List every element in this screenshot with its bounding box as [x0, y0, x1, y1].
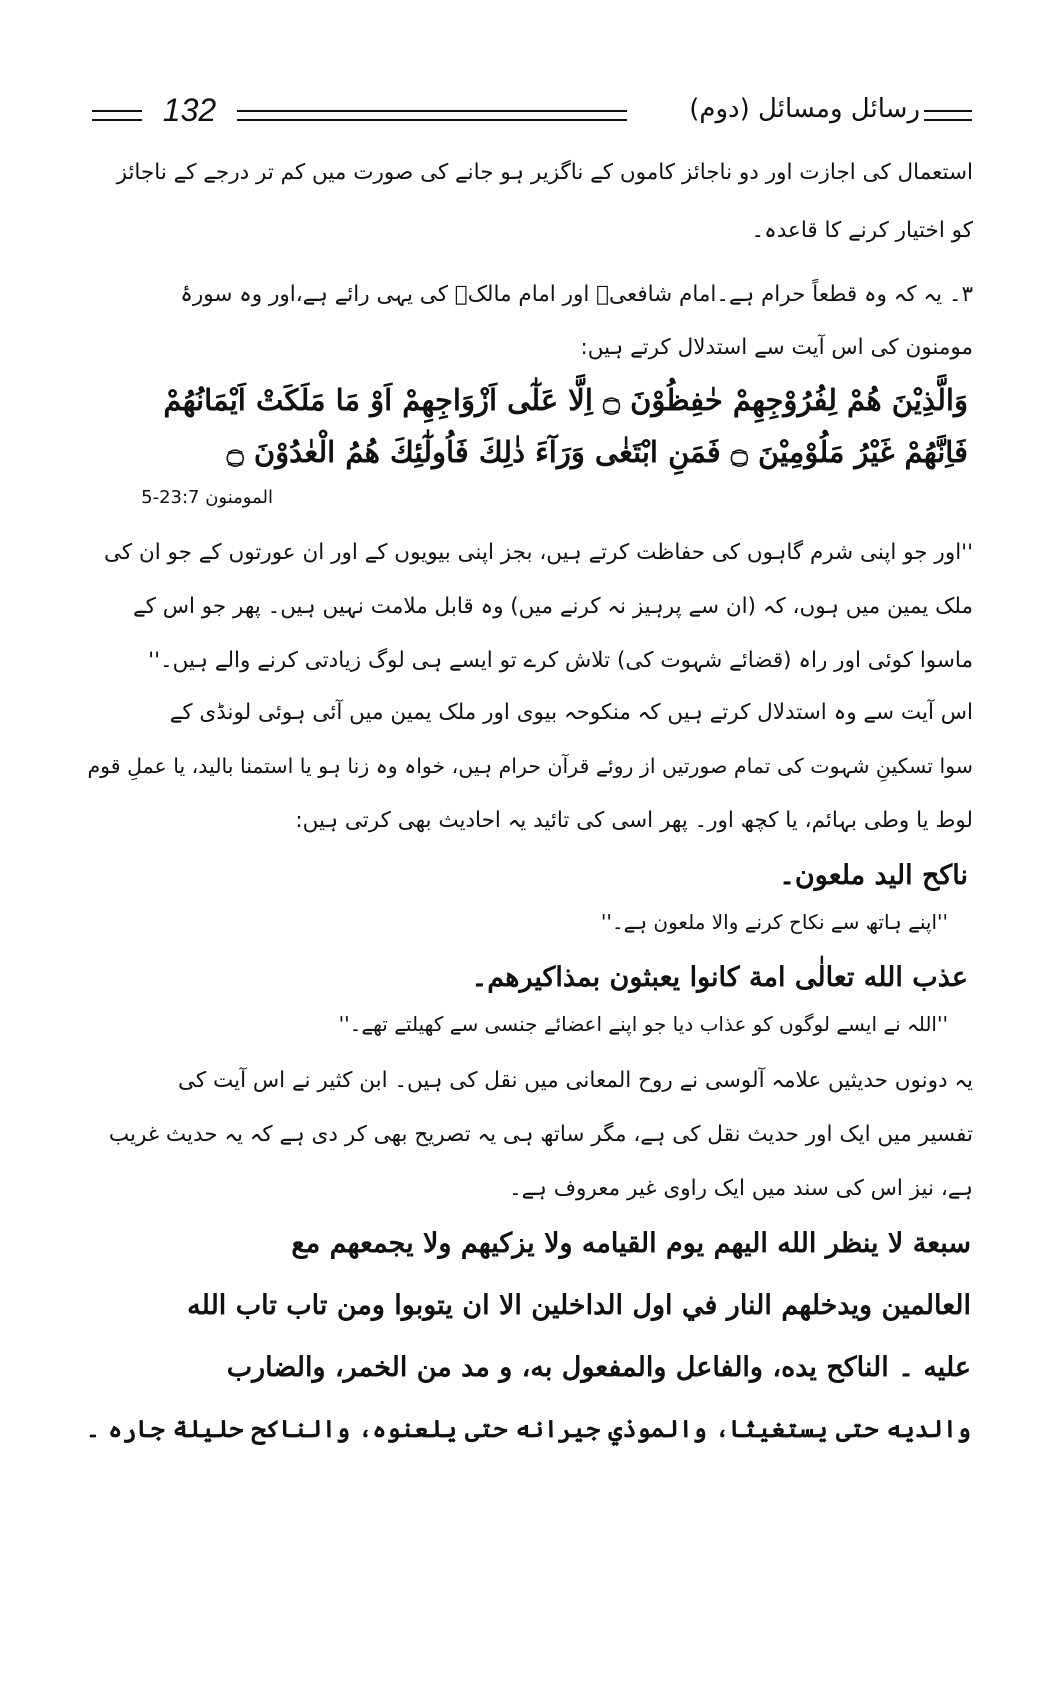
page-header	[92, 92, 972, 132]
quran-verse-line: وَالَّذِيْنَ هُمْ لِفُرُوْجِهِمْ حٰفِظُوْنَ ۝ اِلَّا عَلٰٓى اَزْوَاجِهِمْ اَوْ مَا مَلَكَتْ اَيْمَانُهُمْ	[163, 383, 968, 417]
translation-line: ''اور جو اپنی شرم گاہوں کی حفاظت کرتے ہیں، بجز اپنی بیویوں کے اور ان عورتوں کے جو ان کی	[103, 540, 973, 565]
argument-line: سوا تسکینِ شہوت کی تمام صورتیں از روئے قرآن حرام ہیں، خواہ وہ زنا ہو یا استمنا بالید، یا عملِ قوم	[87, 754, 973, 778]
argument-line: لوط یا وطی بہائم، یا کچھ اور۔ پھر اسی کی تائید یہ احادیث بھی کرتی ہیں:	[295, 808, 973, 833]
translation-line: ملک یمین میں ہوں، کہ (ان سے پرہیز نہ کرنے میں) وہ قابل ملامت نہیں ہیں۔ پھر جو اس کے	[133, 594, 973, 619]
commentary-line: ہے، نیز اس کی سند میں ایک راوی غیر معروف ہے۔	[509, 1176, 973, 1201]
running-title: رسائل ومسائل (دوم)	[689, 94, 920, 124]
quran-reference: المومنون 23:7-5	[141, 487, 273, 508]
paragraph-line: کو اختیار کرنے کا قاعدہ۔	[751, 218, 973, 243]
paragraph-line: ۳۔ یہ کہ وہ قطعاً حرام ہے۔امام شافعیؒ اور امام مالکؒ کی یہی رائے ہے،اور وہ سورۂ	[180, 282, 973, 307]
argument-line: اس آیت سے وہ استدلال کرتے ہیں کہ منکوحہ بیوی اور ملک یمین میں آئی ہوئی لونڈی کے	[169, 700, 973, 725]
hadith-arabic: عذب الله تعالٰی امة کانوا یعبثون بمذاکیرھم۔	[471, 962, 968, 993]
page-number: 132	[162, 92, 217, 128]
hadith-arabic-line: سبعة لا ينظر الله اليهم يوم القيامه ولا يزكيهم ولا يجمعهم مع	[291, 1228, 971, 1259]
header-rule-right	[924, 110, 972, 121]
hadith-translation: ''اپنے ہاتھ سے نکاح کرنے والا ملعون ہے۔''	[600, 910, 948, 934]
quran-verse-line: فَاِنَّهُمْ غَيْرُ مَلُوْمِيْنَ ۝ فَمَنِ ابْتَغٰى وَرَآءَ ذٰلِكَ فَاُولٰٓئِكَ هُمُ الْعٰدُوْنَ ۝	[226, 435, 968, 469]
paragraph-line: مومنون کی اس آیت سے استدلال کرتے ہیں:	[580, 335, 973, 360]
header-rule-left	[92, 110, 142, 121]
hadith-translation: ''اللہ نے ایسے لوگوں کو عذاب دیا جو اپنے اعضائے جنسی سے کھیلتے تھے۔''	[338, 1012, 948, 1036]
paragraph-line: استعمال کی اجازت اور دو ناجائز کاموں کے ناگزیر ہو جانے کی صورت میں کم تر درجے کے ناجائز	[116, 160, 973, 185]
translation-line: ماسوا کوئی اور راہ (قضائے شہوت کی) تلاش کرے تو ایسے ہی لوگ زیادتی کرنے والے ہیں۔''	[148, 648, 973, 673]
hadith-arabic-line: عليه ۔ الناكح يده، والفاعل والمفعول به، و مد من الخمر، والضارب	[226, 1352, 971, 1383]
hadith-arabic: ناکح الید ملعون۔	[779, 860, 968, 891]
commentary-line: یہ دونوں حدیثیں علامہ آلوسی نے روح المعانی میں نقل کی ہیں۔ ابن کثیر نے اس آیت کی	[178, 1068, 973, 1093]
commentary-line: تفسیر میں ایک اور حدیث نقل کی ہے، مگر ساتھ ہی یہ تصریح بھی کر دی ہے کہ یہ حدیث غریب	[108, 1122, 973, 1147]
header-rule-middle	[237, 110, 627, 121]
hadith-arabic-line: العالمين ويدخلهم النار في اول الداخلين الا ان يتوبوا ومن تاب تاب الله	[187, 1290, 971, 1321]
hadith-arabic-line: والديه حتى يستغيثا، والموذي جيرانه حتى يلعنوه، والناكح حليلة جاره ۔	[85, 1414, 971, 1443]
